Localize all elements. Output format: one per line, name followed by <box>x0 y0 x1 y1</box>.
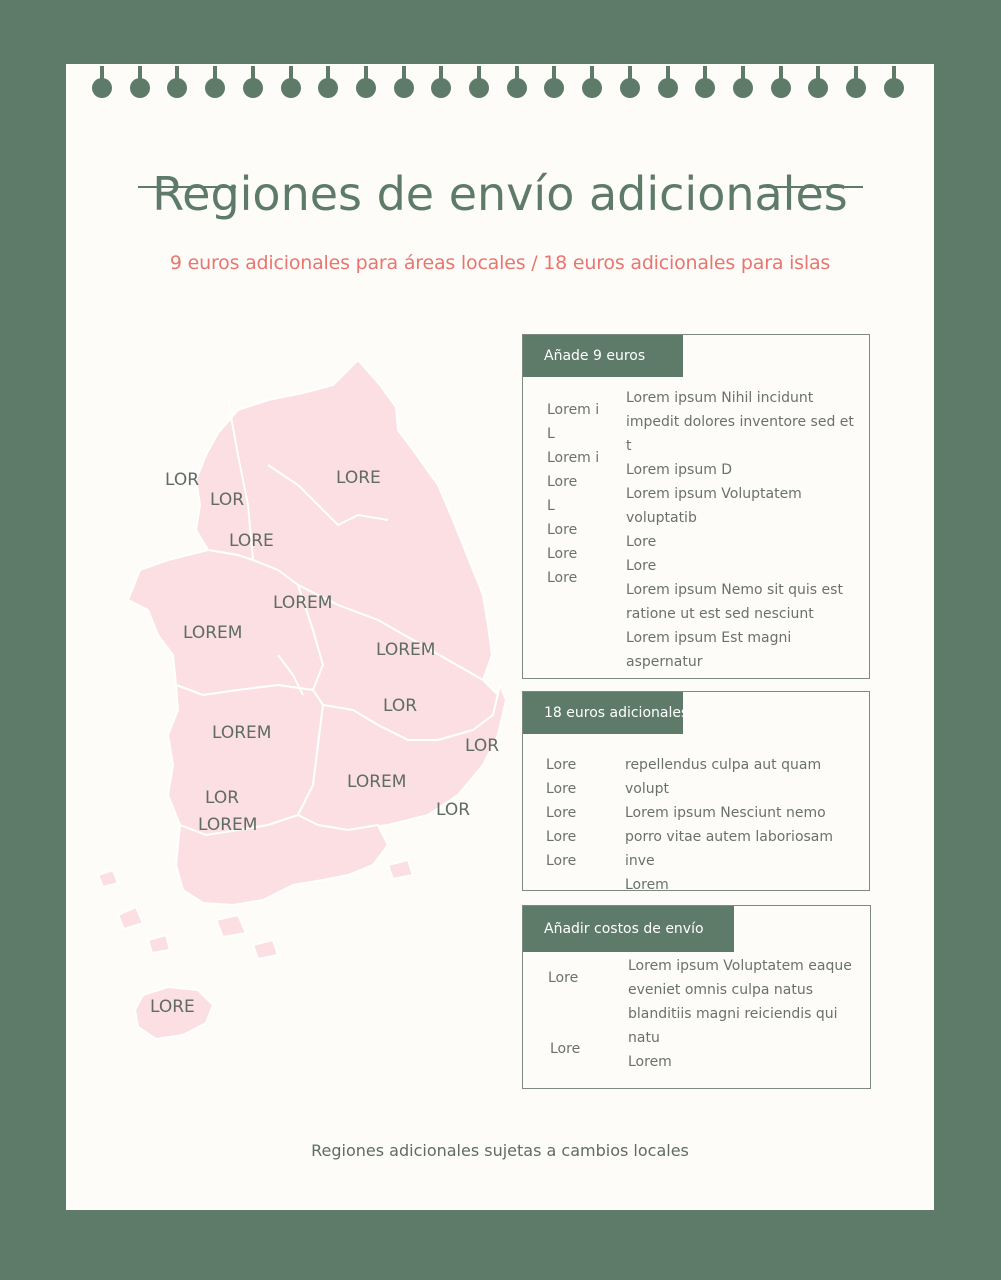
page-title: Regiones de envío adicionales <box>152 167 848 221</box>
binding-ring <box>356 66 376 98</box>
binding-ring <box>205 66 225 98</box>
list-item: Lorem ipsum Voluptatem eaque eveniet omnis culpa natus blanditiis magni reiciendis qui natu <box>628 958 852 1046</box>
map-island-2 <box>118 907 143 929</box>
binding-ring <box>92 66 112 98</box>
card-local-fee <box>522 334 870 679</box>
list-item: Lore <box>547 570 578 586</box>
list-item: Lorem <box>625 877 669 891</box>
map-label-9: LOREM <box>212 723 272 743</box>
map-label-4: LORE <box>229 531 274 551</box>
list-item: Lore <box>546 757 577 773</box>
binding-ring <box>582 66 602 98</box>
binding-ring <box>394 66 414 98</box>
binding-ring <box>544 66 564 98</box>
binding-ring <box>884 66 904 98</box>
map-label-8: LOR <box>383 696 418 716</box>
list-item: Lore <box>547 546 578 562</box>
card-shipping-costs-left-item-2: Lore <box>550 1041 581 1057</box>
binding-ring <box>507 66 527 98</box>
card-shipping-costs <box>522 905 871 1089</box>
list-item: Lore <box>546 805 577 821</box>
card-shipping-costs-right-column <box>628 954 856 1074</box>
list-item: Lorem ipsum Nemo sit quis est ratione ut est sed nesciunt <box>626 582 843 622</box>
list-item: Lore <box>547 474 578 490</box>
binding-ring <box>281 66 301 98</box>
card-island-fee <box>522 691 870 891</box>
list-item: Lorem <box>628 1054 672 1070</box>
list-item: Lorem i <box>547 402 600 418</box>
list-item: Lore <box>546 829 577 845</box>
card-local-fee-header: Añade 9 euros <box>523 335 683 377</box>
map-label-15: LORE <box>150 997 195 1017</box>
list-item: Lorem ipsum Nihil incidunt impedit dolores inventore sed et t <box>626 390 854 454</box>
list-item: Lore <box>626 534 657 550</box>
map-label-10: LOR <box>465 736 500 756</box>
binding-ring <box>695 66 715 98</box>
map-label-7: LOREM <box>376 640 436 660</box>
list-item: Lore <box>546 853 577 869</box>
binding-ring <box>808 66 828 98</box>
card-local-fee-right-column <box>626 386 854 674</box>
list-item: Lore <box>626 558 657 574</box>
map-label-3: LORE <box>336 468 381 488</box>
list-item: L <box>547 426 555 442</box>
map-label-12: LOR <box>205 788 240 808</box>
map-island-4 <box>216 915 246 937</box>
spiral-binding <box>92 66 912 100</box>
list-item: Lorem i <box>547 450 600 466</box>
page-subtitle: 9 euros adicionales para áreas locales / 18 euros adicionales para islas <box>169 252 831 274</box>
binding-ring <box>130 66 150 98</box>
map-label-14: LOREM <box>198 815 258 835</box>
binding-ring <box>167 66 187 98</box>
card-shipping-costs-left-item-1: Lore <box>548 970 579 986</box>
binding-ring <box>318 66 338 98</box>
binding-ring <box>469 66 489 98</box>
binding-ring <box>733 66 753 98</box>
list-item: Lore <box>547 522 578 538</box>
list-item: Lore <box>546 781 577 797</box>
card-shipping-costs-header: Añadir costos de envío <box>523 906 734 952</box>
list-item: Lorem ipsum Est magni aspernatur <box>626 630 792 670</box>
list-item: Lorem ipsum Voluptatem voluptatib <box>626 486 802 526</box>
map-label-2: LOR <box>210 490 245 510</box>
list-item: Lorem ipsum Nesciunt nemo porro vitae autem laboriosam inve <box>625 805 834 869</box>
card-local-fee-left-column <box>547 398 617 590</box>
map-island-3 <box>148 935 170 953</box>
map-island-1 <box>98 870 118 887</box>
map-label-6: LOREM <box>183 623 243 643</box>
map-label-1: LOR <box>165 470 200 490</box>
map-label-13: LOR <box>436 800 471 820</box>
map-island-6 <box>388 860 413 879</box>
region-map <box>88 355 508 1045</box>
card-island-fee-right-column <box>625 753 847 891</box>
region-map-shape <box>88 355 508 1045</box>
map-island-5 <box>253 940 278 959</box>
list-item: repellendus culpa aut quam volupt <box>625 757 822 797</box>
binding-ring <box>658 66 678 98</box>
footer-note: Regiones adicionales sujetas a cambios locales <box>311 1141 689 1160</box>
binding-ring <box>846 66 866 98</box>
card-island-fee-left-column <box>546 753 616 873</box>
binding-ring <box>620 66 640 98</box>
binding-ring <box>771 66 791 98</box>
map-label-5: LOREM <box>273 593 333 613</box>
binding-ring <box>431 66 451 98</box>
card-island-fee-header: 18 euros adicionales <box>523 692 683 734</box>
list-item: L <box>547 498 555 514</box>
binding-ring <box>243 66 263 98</box>
list-item: Lorem ipsum D <box>626 462 733 478</box>
map-label-11: LOREM <box>347 772 407 792</box>
